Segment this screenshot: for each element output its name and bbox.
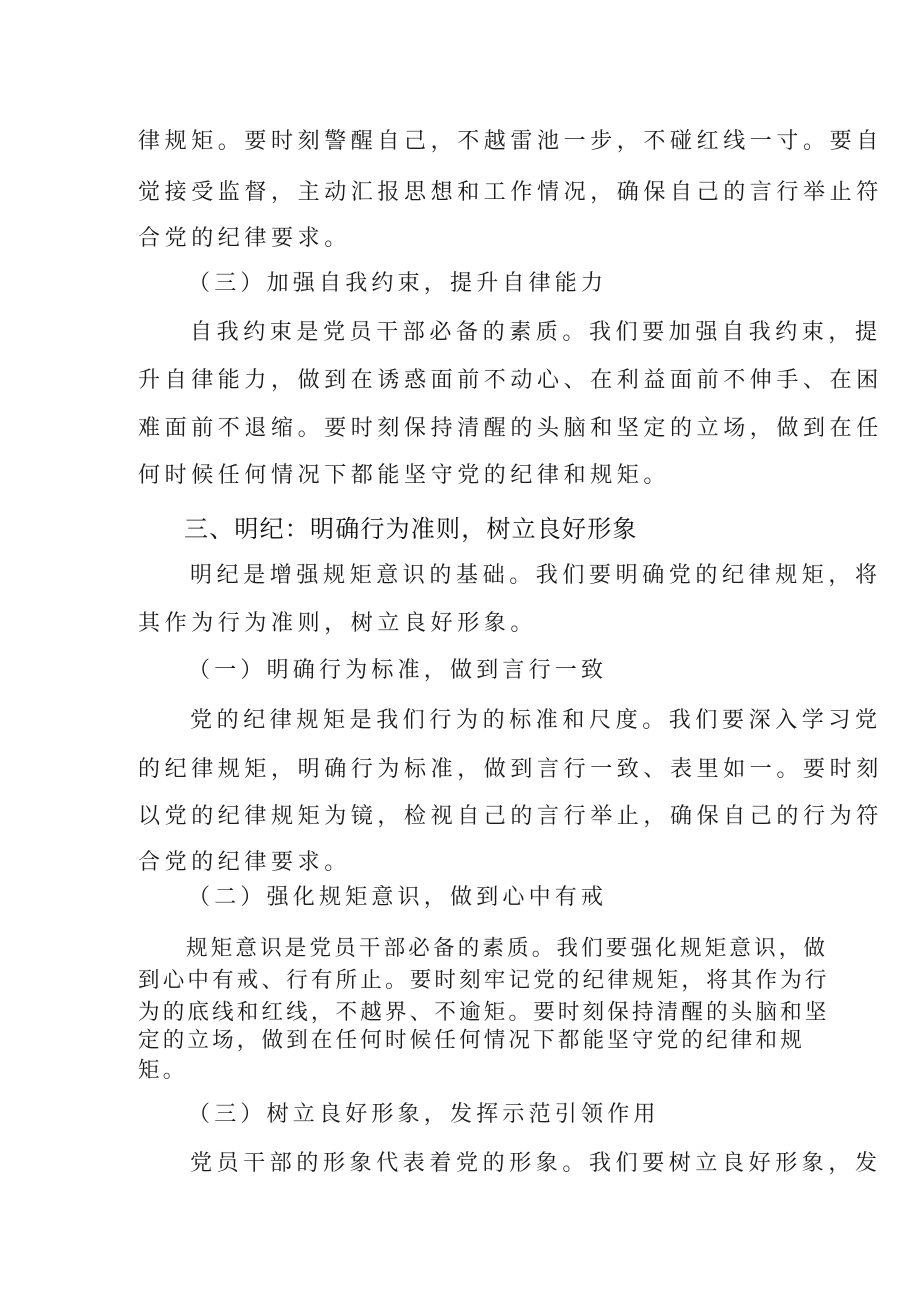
paragraph-line: 合党的纪律要求。 — [138, 850, 351, 875]
subsection-heading: （一）明确行为标准，做到言行一致 — [188, 658, 608, 683]
paragraph-line: 以党的纪律规矩为镜，检视自己的言行举止，确保自己的行为符 — [138, 804, 883, 829]
paragraph-line: 升自律能力，做到在诱惑面前不动心、在利益面前不伸手、在困 — [138, 368, 883, 393]
paragraph-line: 合党的纪律要求。 — [138, 226, 351, 251]
paragraph-line: 觉接受监督，主动汇报思想和工作情况，确保自己的言行举止符 — [138, 180, 883, 205]
paragraph-line: 的纪律规矩，明确行为标准，做到言行一致、表里如一。要时刻 — [138, 757, 883, 782]
paragraph-line: 明纪是增强规矩意识的基础。我们要明确党的纪律规矩，将 — [190, 563, 882, 588]
paragraph-line: 党的纪律规矩是我们行为的标准和尺度。我们要深入学习党 — [190, 708, 882, 733]
paragraph-line: 定的立场，做到在任何时候任何情况下都能坚守党的纪律和规 — [138, 1028, 805, 1053]
paragraph-line: 难面前不退缩。要时刻保持清醒的头脑和坚定的立场，做到在任 — [138, 416, 883, 441]
paragraph-line: 为的底线和红线，不越界、不逾矩。要时刻保持清醒的头脑和坚 — [138, 1000, 830, 1025]
paragraph-line: 何时候任何情况下都能坚守党的纪律和规矩。 — [138, 463, 671, 488]
paragraph-line: 其作为行为准则，树立良好形象。 — [138, 611, 538, 636]
subsection-heading: （三）树立良好形象，发挥示范引领作用 — [188, 1102, 660, 1127]
paragraph-line: 到心中有戒、行有所止。要时刻牢记党的纪律规矩，将其作为行 — [138, 968, 830, 993]
subsection-heading: （三）加强自我约束，提升自律能力 — [188, 271, 608, 296]
paragraph-line: 党员干部的形象代表着党的形象。我们要树立良好形象，发 — [190, 1151, 882, 1176]
paragraph-line: 自我约束是党员干部必备的素质。我们要加强自我约束，提 — [190, 320, 882, 345]
subsection-heading: （二）强化规矩意识，做到心中有戒 — [188, 885, 608, 910]
paragraph-line: 律规矩。要时刻警醒自己，不越雷池一步，不碰红线一寸。要自 — [138, 129, 883, 154]
section-heading: 三、明纪：明确行为准则，树立良好形象 — [184, 515, 638, 543]
paragraph-line: 规矩意识是党员干部必备的素质。我们要强化规矩意识，做 — [186, 936, 829, 961]
paragraph-line: 矩。 — [138, 1058, 188, 1083]
